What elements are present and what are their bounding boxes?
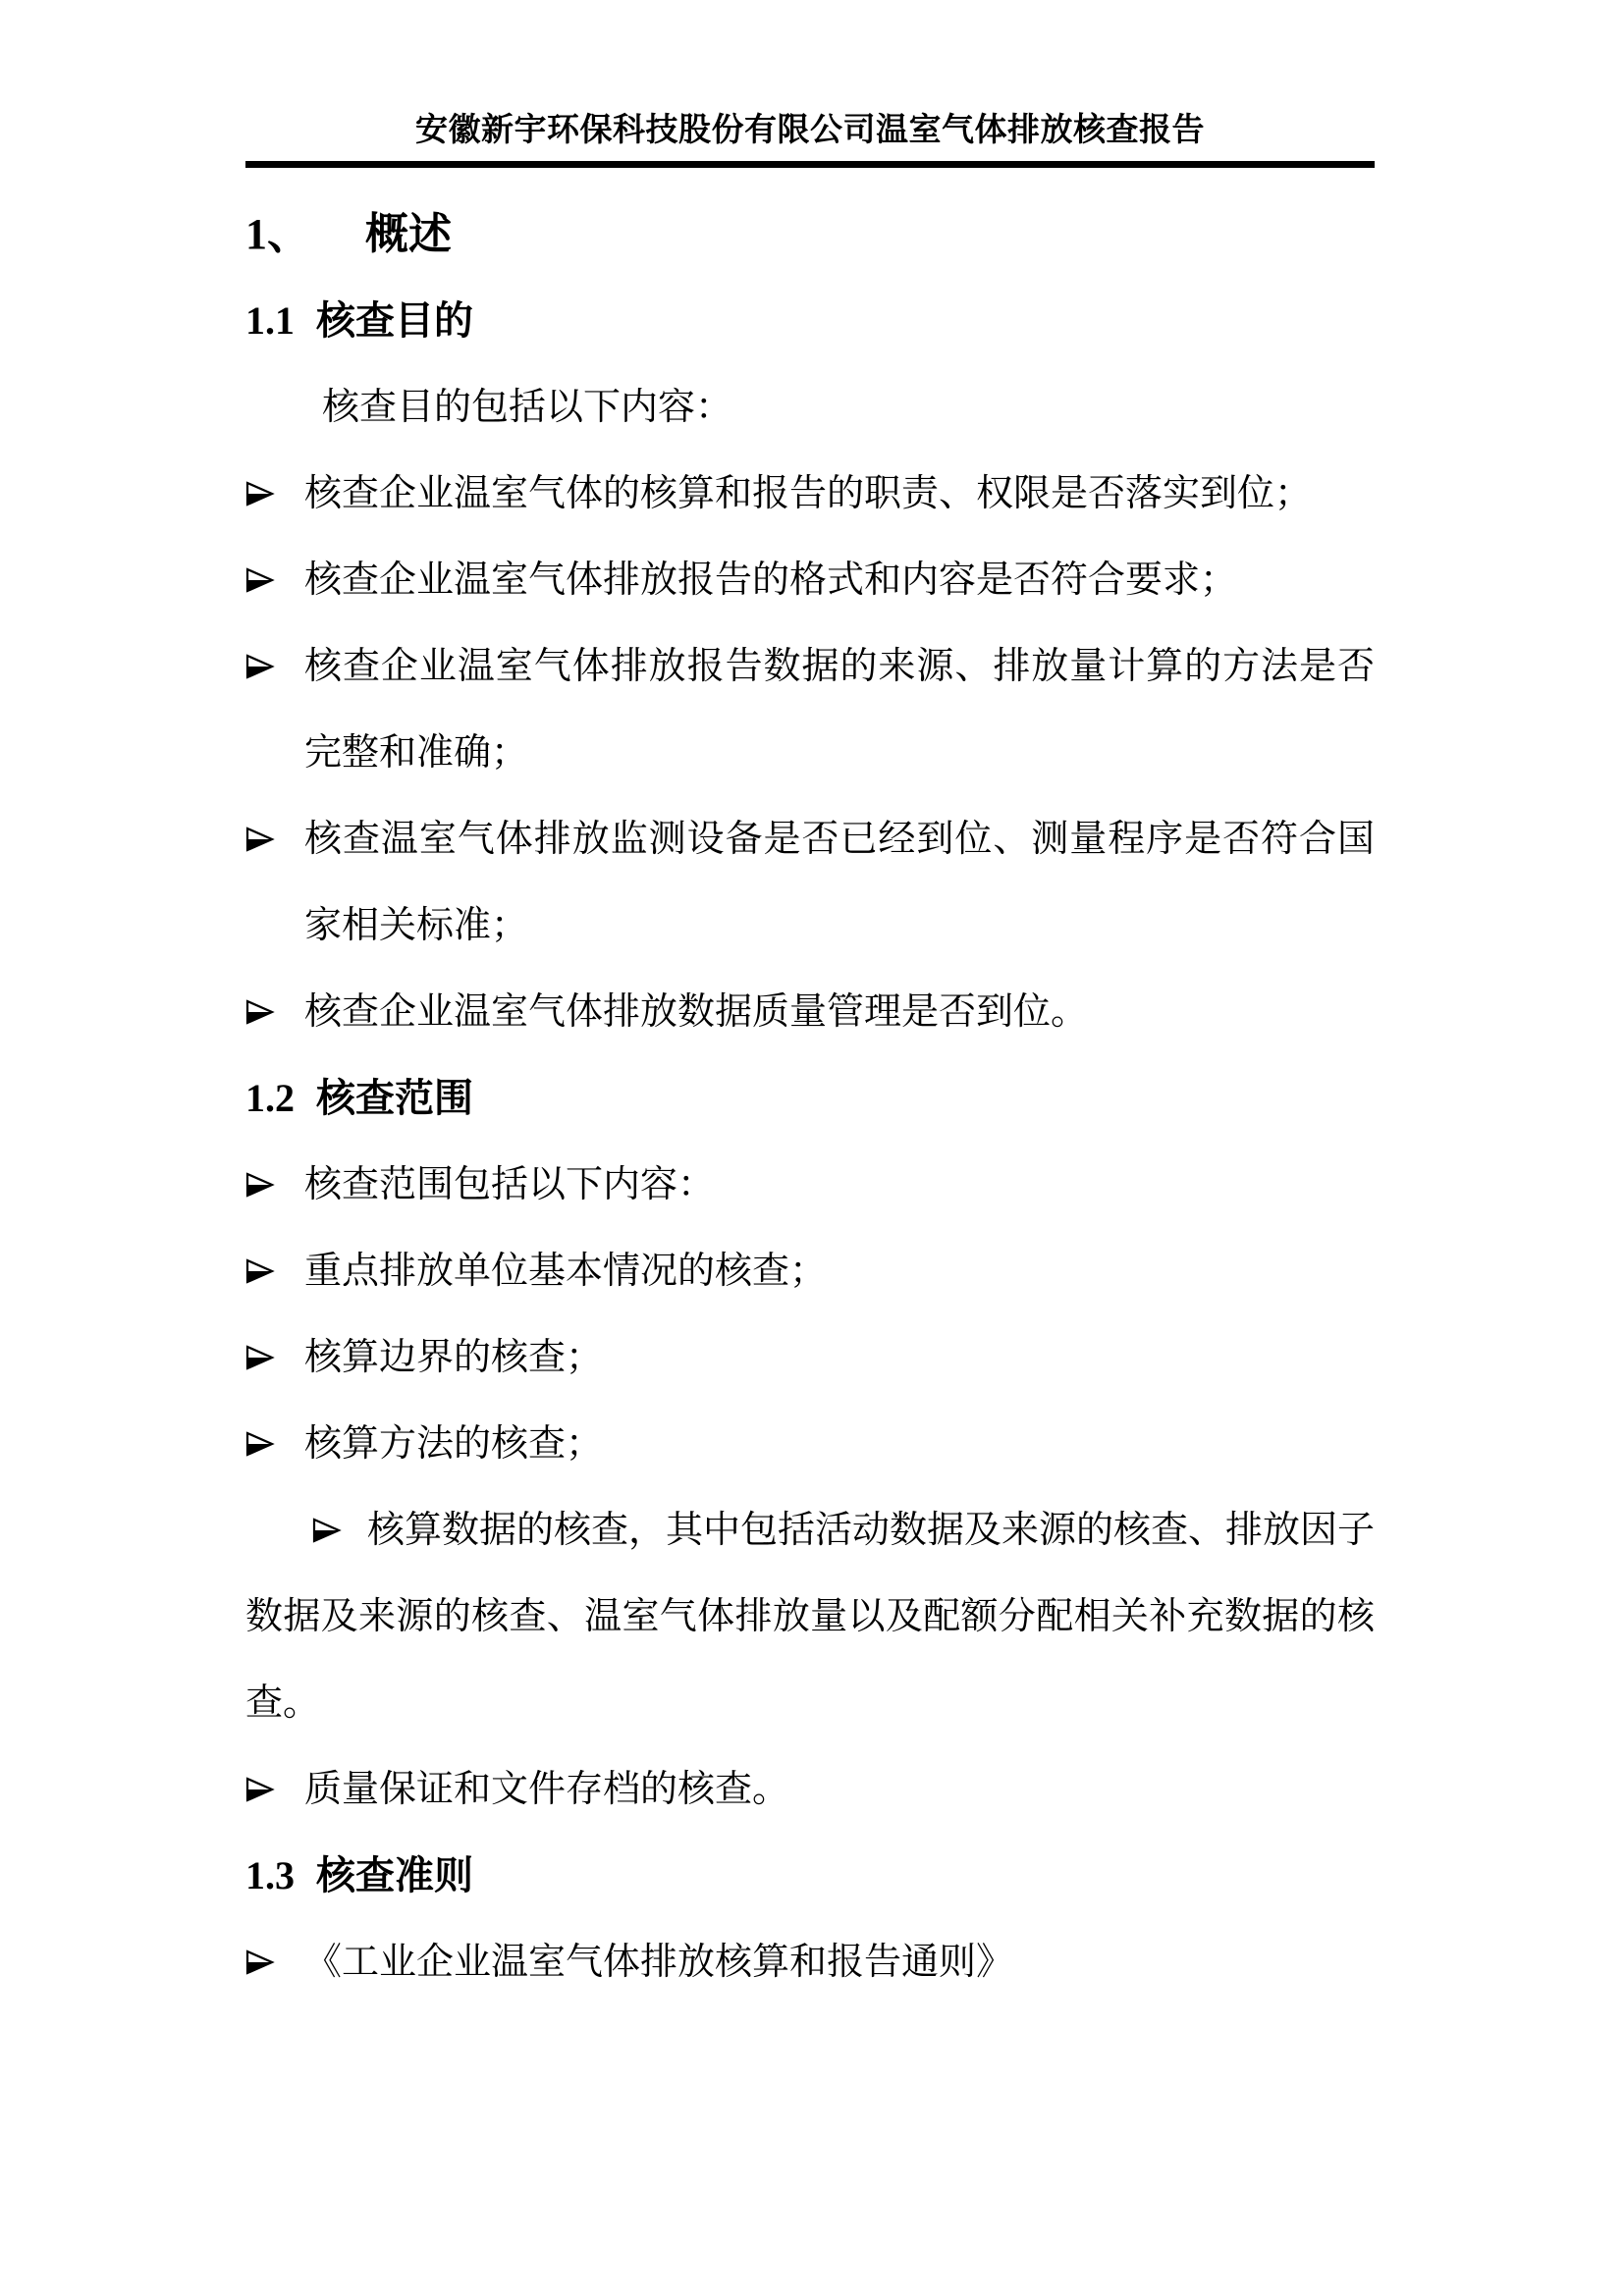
arrow-bullet-icon [312, 1516, 342, 1545]
bullet-item [245, 969, 1375, 1055]
bullet-item [245, 1919, 1375, 2005]
paragraph-text: 核查目的包括以下内容： [322, 387, 733, 428]
bullet-text: 核算数据的核查，其中包括活动数据及来源的核查、排放因子数据及来源的核查、温室气体排放量以及配额分配相关补充数据的核查。 [245, 1510, 1376, 1724]
page-header [245, 0, 1375, 168]
subsection-number: 1.1 [245, 298, 295, 343]
bullet-item [245, 451, 1375, 537]
arrow-bullet-icon [245, 1775, 275, 1804]
subsection-heading [245, 1833, 1375, 1919]
subsection-heading [245, 1055, 1375, 1142]
bullet-item [245, 1314, 1375, 1401]
bullet-item [245, 1401, 1375, 1487]
bullet-text: 核查企业温室气体排放数据质量管理是否到位。 [304, 991, 1089, 1033]
subsection-heading [245, 278, 1375, 364]
arrow-bullet-icon [245, 1948, 275, 1977]
arrow-bullet-icon [245, 652, 275, 681]
subsection-title: 核查范围 [316, 1076, 473, 1120]
bullet-text: 核查企业温室气体的核算和报告的职责、权限是否落实到位； [304, 473, 1313, 514]
bullet-item [245, 623, 1375, 796]
page-header-title: 安徽新宇环保科技股份有限公司温室气体排放核查报告 [415, 113, 1205, 148]
arrow-bullet-icon [245, 1429, 275, 1459]
bullet-text: 《工业企业温室气体排放核算和报告通则》 [304, 1942, 1014, 1983]
bullet-paragraph [245, 1487, 1375, 1746]
bullet-item [245, 1746, 1375, 1833]
bullet-text: 核查温室气体排放监测设备是否已经到位、测量程序是否符合国家相关标准； [304, 819, 1375, 946]
bullet-text: 核查范围包括以下内容： [304, 1164, 716, 1205]
subsection-number: 1.3 [245, 1853, 295, 1897]
section-title: 概述 [365, 210, 452, 258]
page-content [245, 0, 1375, 2005]
arrow-bullet-icon [245, 825, 275, 854]
bullet-text: 重点排放单位基本情况的核查； [304, 1251, 828, 1292]
header-rule [245, 161, 1375, 168]
bullet-text: 核查企业温室气体排放报告的格式和内容是否符合要求； [304, 560, 1238, 601]
subsection-title: 核查目的 [316, 298, 473, 343]
arrow-bullet-icon [245, 479, 275, 508]
bullet-text: 核查企业温室气体排放报告数据的来源、排放量计算的方法是否完整和准确； [304, 646, 1375, 774]
bullet-item [245, 796, 1375, 969]
subsection-number: 1.2 [245, 1076, 295, 1120]
subsection-title: 核查准则 [316, 1853, 473, 1897]
arrow-bullet-icon [245, 997, 275, 1027]
arrow-bullet-icon [245, 1256, 275, 1286]
bullet-item [245, 1142, 1375, 1228]
section-number: 1、 [245, 210, 310, 258]
bullet-item [245, 537, 1375, 623]
lead-paragraph [245, 364, 1375, 451]
arrow-bullet-icon [245, 565, 275, 595]
section-heading [245, 191, 1375, 278]
arrow-bullet-icon [245, 1343, 275, 1372]
bullet-text: 质量保证和文件存档的核查。 [304, 1769, 790, 1810]
bullet-text: 核算方法的核查； [304, 1423, 604, 1465]
arrow-bullet-icon [245, 1170, 275, 1200]
bullet-text: 核算边界的核查； [304, 1337, 604, 1378]
document-body [245, 191, 1375, 2005]
bullet-item [245, 1228, 1375, 1314]
